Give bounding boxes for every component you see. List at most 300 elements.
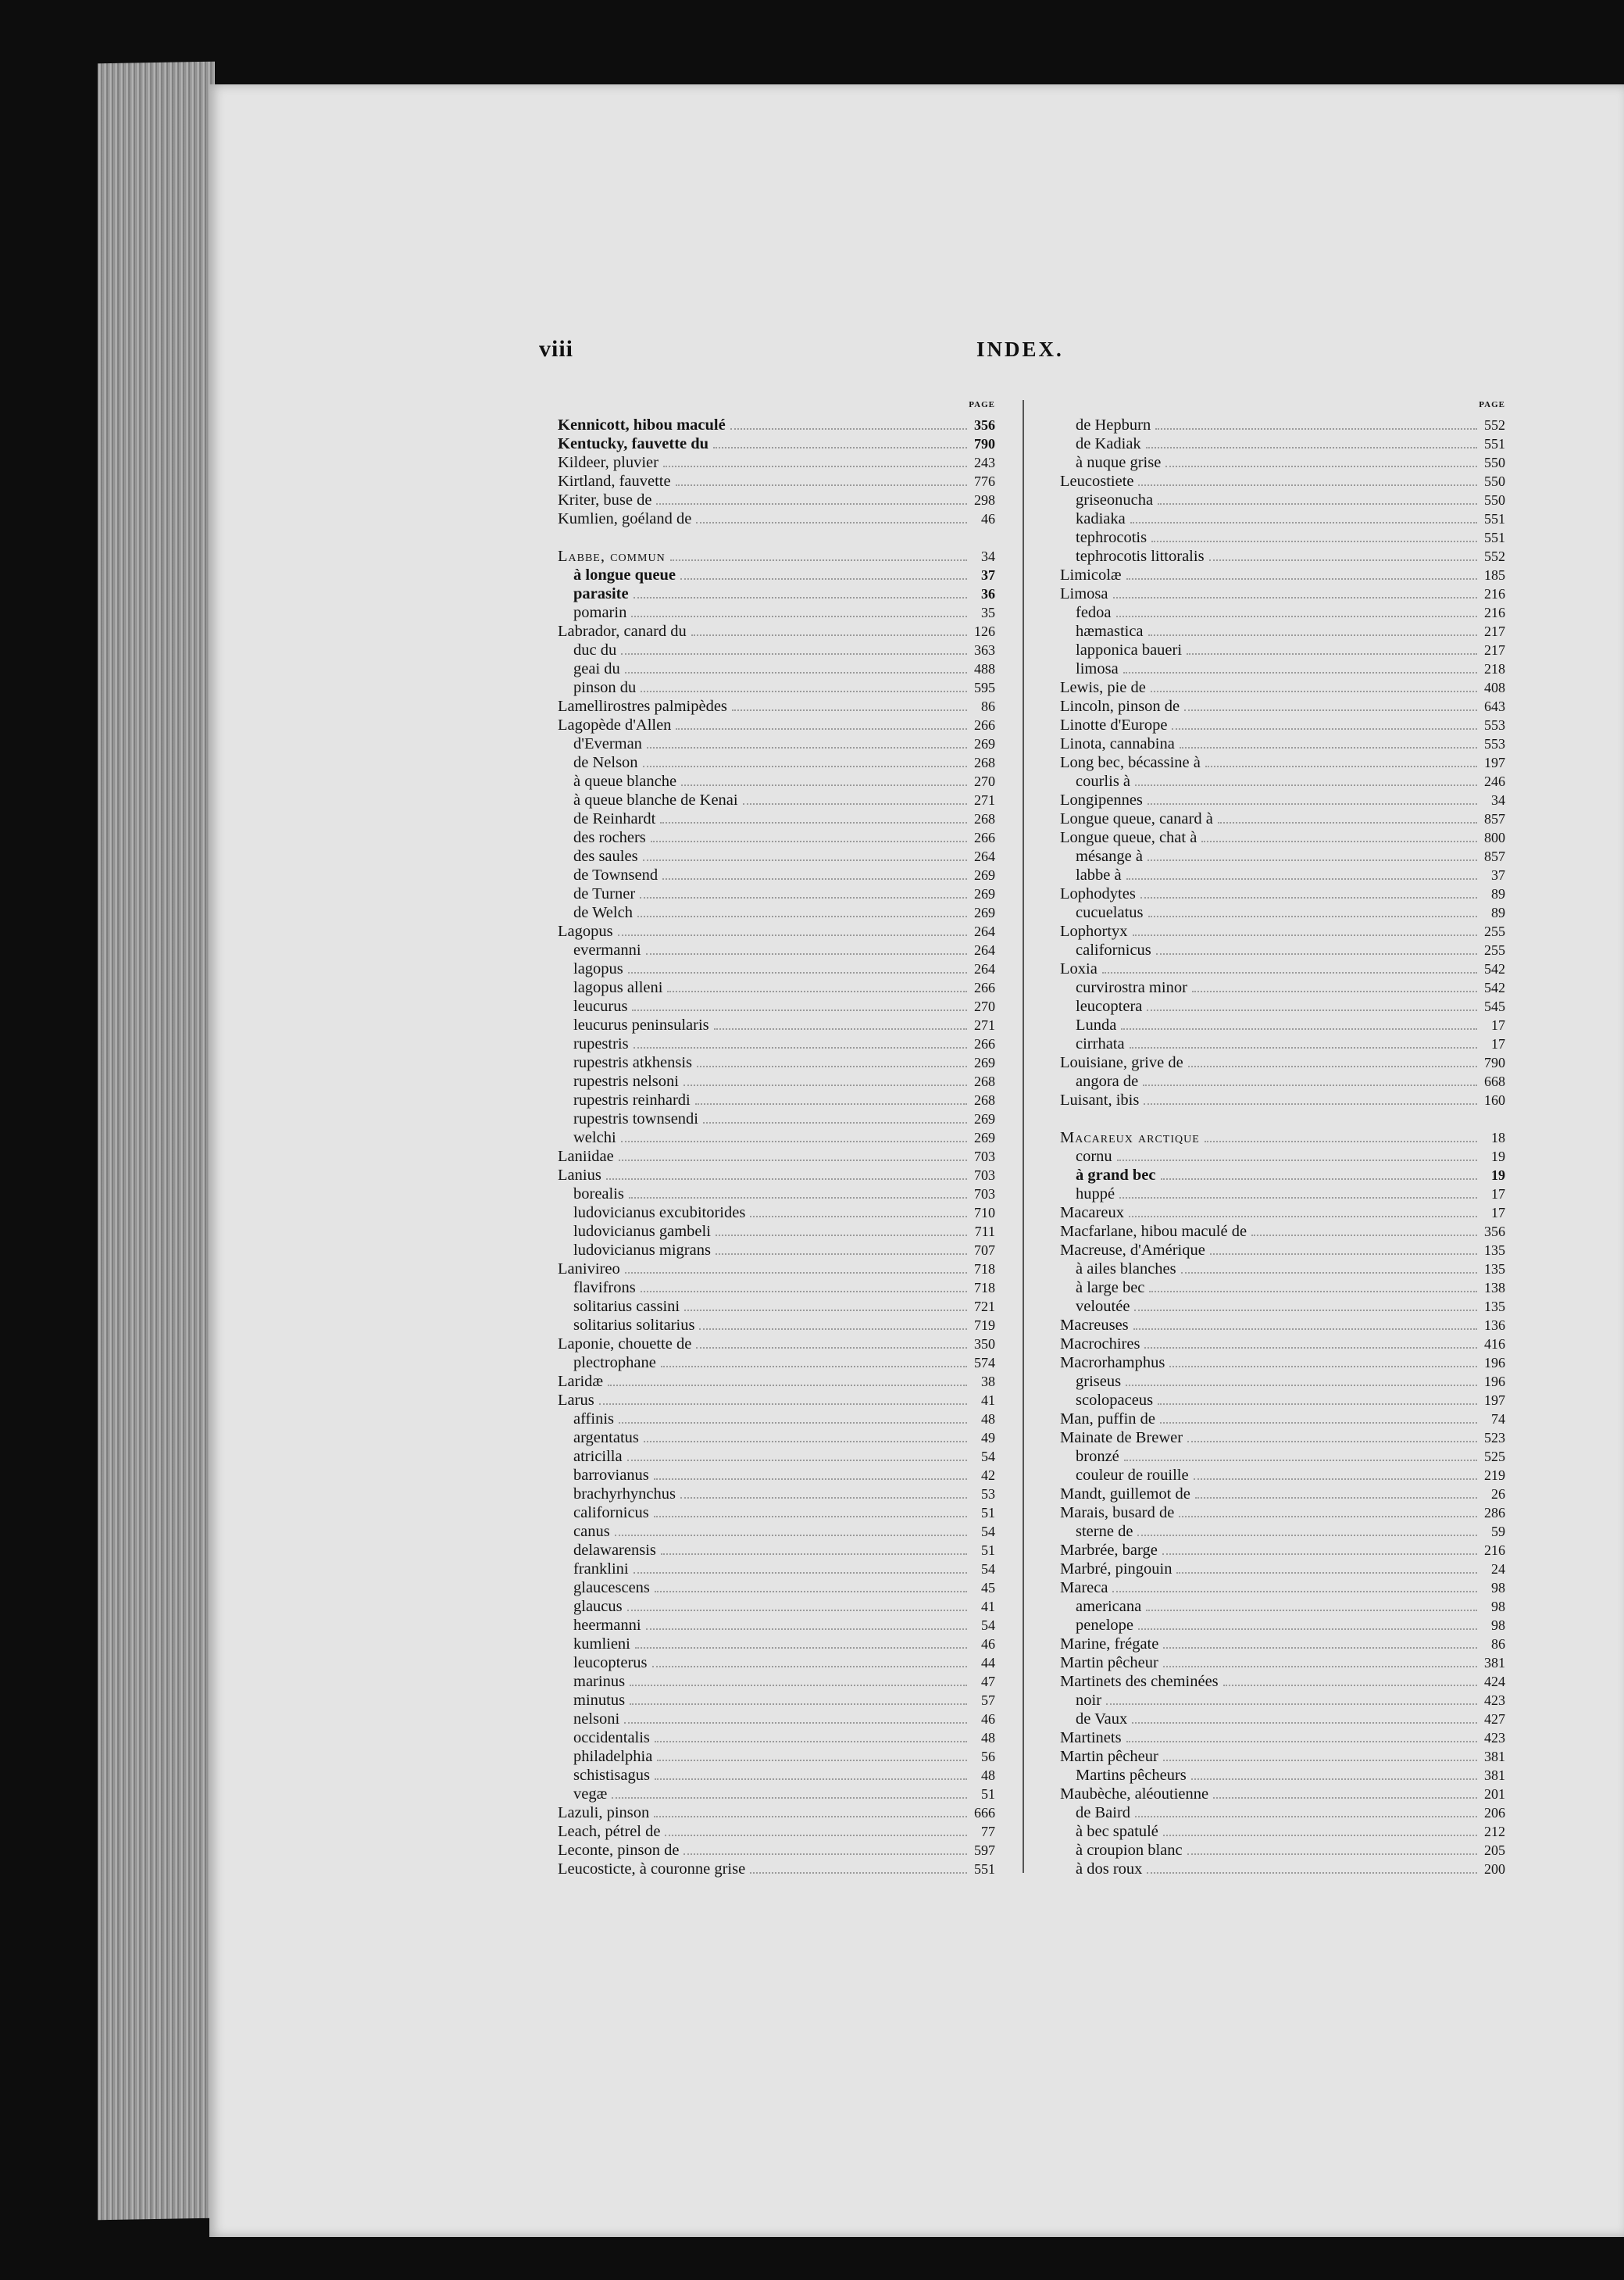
entry-label: Leach, pétrel de [558,1823,661,1840]
entry-label: Martin pêcheur [1060,1748,1158,1765]
entry-label: cornu [1076,1148,1112,1165]
dot-leader [1213,1786,1477,1799]
dot-leader [661,1355,967,1367]
index-entry [558,884,995,903]
dot-leader [1146,436,1477,448]
dot-leader [1201,830,1477,842]
entry-page: 56 [981,1749,995,1764]
dot-leader [1187,1842,1477,1855]
entry-label: rupestris reinhardi [573,1092,691,1109]
entry-label: des rochers [573,829,646,846]
entry-label: Louisiane, grive de [1060,1054,1183,1071]
entry-page: 17 [1491,1186,1505,1202]
index-entry [1060,1278,1505,1297]
index-entry [1060,1485,1505,1503]
dot-leader [1155,417,1477,430]
entry-page: 24 [1491,1561,1505,1577]
entry-label: Macrochires [1060,1335,1140,1353]
entry-label: Kriter, buse de [558,491,652,509]
dot-leader [640,886,967,899]
entry-label: Mainate de Brewer [1060,1429,1183,1446]
dot-leader [1148,849,1477,861]
entry-label: kumlieni [573,1635,630,1653]
index-entry [558,1128,995,1147]
dot-leader [624,1711,967,1724]
index-entry [1060,1653,1505,1672]
entry-label: ludovicianus excubitorides [573,1204,746,1221]
dot-leader [1181,1261,1477,1274]
index-entry [1060,1391,1505,1410]
index-entry [1060,603,1505,622]
dot-leader [1223,1674,1477,1686]
entry-page: 424 [1484,1674,1505,1689]
entry-page: 551 [974,1861,995,1877]
left-entries [558,416,995,1878]
index-entry [1060,791,1505,809]
entry-label: Long bec, bécassine à [1060,754,1201,771]
index-entry [558,903,995,922]
entry-page: 206 [1484,1805,1505,1821]
entry-page: 54 [981,1524,995,1539]
entry-label: à croupion blanc [1076,1842,1183,1859]
dot-leader [1151,680,1477,692]
entry-page: 269 [974,867,995,883]
entry-page: 525 [1484,1449,1505,1464]
index-entry [558,659,995,678]
dot-leader [646,942,967,955]
entry-page: 552 [1484,549,1505,564]
entry-page: 46 [981,1711,995,1727]
index-entry [1060,922,1505,941]
dot-leader [630,1692,967,1705]
dot-leader [730,417,967,430]
index-entry [558,1503,995,1522]
entry-page: 26 [1491,1486,1505,1502]
entry-label: limosa [1076,660,1119,677]
dot-leader [1163,1655,1477,1667]
dot-leader [619,1149,967,1161]
entry-page: 46 [981,511,995,527]
index-entry [558,1072,995,1091]
index-entry [1060,1860,1505,1878]
dot-leader [1113,586,1478,599]
entry-label: Lewis, pie de [1060,679,1146,696]
index-entry [1060,1597,1505,1616]
entry-page: 264 [974,942,995,958]
entry-label: angora de [1076,1073,1139,1090]
entry-page: 597 [974,1842,995,1858]
entry-page: 19 [1491,1167,1505,1183]
dot-leader [647,736,967,749]
entry-label: de Reinhardt [573,810,656,827]
entry-label: welchi [573,1129,616,1146]
index-entry [1060,416,1505,434]
dot-leader [1146,1599,1477,1611]
entry-page: 269 [974,1055,995,1070]
entry-page: 553 [1484,717,1505,733]
entry-label: argentatus [573,1429,639,1446]
dot-leader [676,717,967,730]
entry-label: Lanius [558,1167,601,1184]
entry-page: 718 [974,1280,995,1295]
dot-leader [662,867,967,880]
entry-page: 216 [1484,605,1505,620]
entry-page: 74 [1491,1411,1505,1427]
entry-page: 17 [1491,1017,1505,1033]
dot-leader [1188,1055,1477,1067]
entry-page: 643 [1484,699,1505,714]
dot-leader [635,1636,967,1649]
entry-page: 356 [1484,1224,1505,1239]
entry-page: 135 [1484,1242,1505,1258]
entry-label: Lamellirostres palmipèdes [558,698,727,715]
entry-label: Lunda [1076,1017,1117,1034]
index-entry [1060,941,1505,960]
index-entry [558,772,995,791]
entry-label: Maubèche, aléoutienne [1060,1785,1209,1803]
entry-label: Mareca [1060,1579,1108,1596]
index-entry [1060,1072,1505,1091]
entry-page: 196 [1484,1355,1505,1371]
entry-page: 718 [974,1261,995,1277]
dot-leader [716,1242,967,1255]
index-entry [1060,1785,1505,1803]
entry-label: labbe à [1076,867,1122,884]
index-entry [558,641,995,659]
index-entry [558,1428,995,1447]
dot-leader [634,586,967,599]
entry-page: 255 [1484,942,1505,958]
entry-page: 857 [1484,811,1505,827]
dot-leader [654,1505,967,1517]
entry-page: 216 [1484,586,1505,602]
index-entry [558,734,995,753]
entry-page: 185 [1484,567,1505,583]
index-entry [558,1822,995,1841]
index-entry [558,434,995,453]
entry-page: 205 [1484,1842,1505,1858]
dot-leader [1130,1036,1477,1049]
dot-leader [1148,905,1477,917]
dot-leader [657,1749,967,1761]
entry-page: 266 [974,980,995,995]
dot-leader [1218,811,1477,824]
entry-label: de Townsend [573,867,659,884]
entry-page: 790 [1484,1055,1505,1070]
index-entry [558,1110,995,1128]
entry-label: de Turner [573,885,636,902]
dot-leader [1156,942,1477,955]
entry-label: Leucostiete [1060,473,1134,490]
index-entry [558,1278,995,1297]
entry-label: griseus [1076,1373,1122,1390]
index-entry [1060,1353,1505,1372]
index-entry [1060,734,1505,753]
entry-page: 41 [981,1599,995,1614]
entry-page: 135 [1484,1261,1505,1277]
index-entry [1060,1710,1505,1728]
entry-label: Larus [558,1392,594,1409]
entry-page: 721 [974,1299,995,1314]
index-entry [1060,1672,1505,1691]
dot-leader [684,1842,967,1855]
dot-leader [631,605,967,617]
entry-label: à queue blanche de Kenai [573,792,738,809]
entry-label: kadiaka [1076,510,1126,527]
index-entry [1060,434,1505,453]
index-entry [558,1597,995,1616]
dot-leader [629,1186,967,1199]
entry-label: brachyrhynchus [573,1485,676,1503]
index-entry [1060,753,1505,772]
dot-leader [1133,924,1477,936]
entry-page: 18 [1491,1130,1505,1145]
dot-leader [699,1317,967,1330]
entry-label: ludovicianus migrans [573,1242,711,1259]
entry-label: Limosa [1060,585,1108,602]
entry-page: 298 [974,492,995,508]
entry-label: Lazuli, pinson [558,1804,650,1821]
entry-page: 266 [974,830,995,845]
dot-leader [621,1130,967,1142]
entry-page: 427 [1484,1711,1505,1727]
index-entry [1060,884,1505,903]
index-entry [1060,809,1505,828]
entry-label: d'Everman [573,735,642,752]
dot-leader [656,492,967,505]
entry-page: 196 [1484,1374,1505,1389]
entry-page: 574 [974,1355,995,1371]
dot-leader [655,1580,967,1592]
entry-label: Macareux [1060,1204,1124,1221]
index-entry [558,1035,995,1053]
index-entry [1060,772,1505,791]
entry-label: Leucosticte, à couronne grise [558,1860,746,1878]
entry-page: 553 [1484,736,1505,752]
entry-label: solitarius solitarius [573,1317,695,1334]
index-entry [558,584,995,603]
dot-leader [632,999,967,1011]
dot-leader [606,1167,967,1180]
dot-leader [1161,1167,1478,1180]
entry-label: Lagopède d'Allen [558,717,672,734]
index-entry [1060,1503,1505,1522]
entry-label: Lophodytes [1060,885,1136,902]
entry-page: 35 [981,605,995,620]
entry-label: penelope [1076,1617,1133,1634]
dot-leader [697,1055,967,1067]
index-entry [1060,1241,1505,1260]
entry-label: Kildeer, pluvier [558,454,659,471]
index-entry [1060,1203,1505,1222]
dot-leader [651,830,967,842]
entry-page: 19 [1491,1149,1505,1164]
entry-page: 668 [1484,1074,1505,1089]
entry-page: 381 [1484,1655,1505,1671]
entry-label: Macfarlane, hibou maculé de [1060,1223,1247,1240]
entry-page: 550 [1484,492,1505,508]
page-edges [98,62,215,2221]
dot-leader [1251,1224,1477,1236]
index-entry [1060,1560,1505,1578]
entry-page: 212 [1484,1824,1505,1839]
entry-label: lagopus [573,960,623,977]
entry-page: 270 [974,999,995,1014]
entry-label: rupestris [573,1035,629,1052]
entry-label: à grand bec [1076,1167,1156,1184]
index-entry [1060,1522,1505,1541]
dot-leader [634,1036,967,1049]
entry-page: 542 [1484,980,1505,995]
dot-leader [1165,455,1477,467]
entry-label: sterne de [1076,1523,1133,1540]
entry-page: 46 [981,1636,995,1652]
entry-page: 266 [974,1036,995,1052]
entry-label: delawarensis [573,1542,656,1559]
index-entry [558,791,995,809]
index-entry [558,1016,995,1035]
index-entry [558,1185,995,1203]
dot-leader [696,511,967,524]
dot-leader [1137,1524,1477,1536]
entry-page: 719 [974,1317,995,1333]
index-entry [558,1541,995,1560]
index-entry [1060,1447,1505,1466]
dot-leader [1106,1692,1477,1705]
index-entry [1060,1297,1505,1316]
entry-page: 47 [981,1674,995,1689]
entry-label: veloutée [1076,1298,1130,1315]
entry-label: hæmastica [1076,623,1144,640]
entry-label: mésange à [1076,848,1143,865]
index-entry [558,1560,995,1578]
dot-leader [1163,1636,1477,1649]
dot-leader [1195,1486,1477,1499]
index-entry [1060,1541,1505,1560]
index-entry [1060,1091,1505,1110]
dot-leader [1210,1242,1477,1255]
entry-page: 48 [981,1411,995,1427]
index-entry [558,1260,995,1278]
entry-page: 264 [974,849,995,864]
entry-label: marinus [573,1673,626,1690]
entry-label: de Hepburn [1076,416,1151,434]
index-entry [1060,1166,1505,1185]
entry-label: affinis [573,1410,615,1428]
entry-page: 219 [1484,1467,1505,1483]
dot-leader [654,1805,967,1817]
index-entry [558,1335,995,1353]
index-entry [1060,1147,1505,1166]
entry-page: 711 [974,1224,995,1239]
dot-leader [1134,1299,1477,1311]
dot-leader [714,1017,967,1030]
entry-page: 523 [1484,1430,1505,1446]
dot-leader [1179,1505,1477,1517]
index-entry [1060,528,1505,547]
dot-leader [625,1261,967,1274]
entry-page: 38 [981,1374,995,1389]
index-entry [1060,847,1505,866]
entry-label: Loxia [1060,960,1098,977]
entry-label: à bec spatulé [1076,1823,1158,1840]
entry-page: 17 [1491,1205,1505,1220]
dot-leader [691,624,967,636]
dot-leader [680,567,967,580]
dot-leader [1123,661,1477,674]
column-heading: PAGE [969,400,995,409]
entry-label: duc du [573,641,617,659]
entry-page: 201 [1484,1786,1505,1802]
entry-label: huppé [1076,1185,1115,1203]
index-entry [558,491,995,509]
index-entry [1060,1635,1505,1653]
entry-page: 381 [1484,1767,1505,1783]
index-entry [1060,584,1505,603]
dot-leader [646,1617,967,1630]
entry-label: Macreuses [1060,1317,1129,1334]
entry-label: flavifrons [573,1279,636,1296]
entry-page: 710 [974,1205,995,1220]
entry-page: 271 [974,1017,995,1033]
index-entry [1060,1185,1505,1203]
entry-page: 363 [974,642,995,658]
index-entry [558,1785,995,1803]
entry-label: de Welch [573,904,633,921]
entry-label: Martins pêcheurs [1076,1767,1187,1784]
index-entry [558,1653,995,1672]
index-entry [558,453,995,472]
entry-label: Kentucky, fauvette du [558,435,709,452]
entry-label: Martinets des cheminées [1060,1673,1219,1690]
index-entry [558,1485,995,1503]
entry-label: Linotte d'Europe [1060,717,1168,734]
entry-page: 138 [1484,1280,1505,1295]
entry-label: couleur de rouille [1076,1467,1189,1484]
entry-label: leucopterus [573,1654,648,1671]
dot-leader [1176,1561,1477,1574]
entry-label: ludovicianus gambeli [573,1223,711,1240]
dot-leader [1126,1730,1477,1742]
entry-page: 48 [981,1767,995,1783]
index-entry [1060,1410,1505,1428]
entry-page: 488 [974,661,995,677]
dot-leader [1169,1355,1477,1367]
dot-leader [1158,492,1477,505]
entry-label: Kennicott, hibou maculé [558,416,726,434]
dot-leader [1187,642,1477,655]
dot-leader [1162,1542,1477,1555]
entry-label: plectrophane [573,1354,656,1371]
entry-page: 266 [974,717,995,733]
index-entry [558,1635,995,1653]
index-entry [1060,1016,1505,1035]
index-entry [558,1222,995,1241]
entry-page: 54 [981,1617,995,1633]
index-entry [558,1522,995,1541]
entry-label: Martin pêcheur [1060,1654,1158,1671]
entry-page: 243 [974,455,995,470]
index-entry [558,1728,995,1747]
entry-page: 197 [1484,755,1505,770]
dot-leader [1205,755,1477,767]
entry-label: Labrador, canard du [558,623,687,640]
entry-label: nelsoni [573,1710,620,1728]
entry-label: Lophortyx [1060,923,1128,940]
entry-page: 197 [1484,1392,1505,1408]
dot-leader [619,1411,967,1424]
entry-page: 416 [1484,1336,1505,1352]
